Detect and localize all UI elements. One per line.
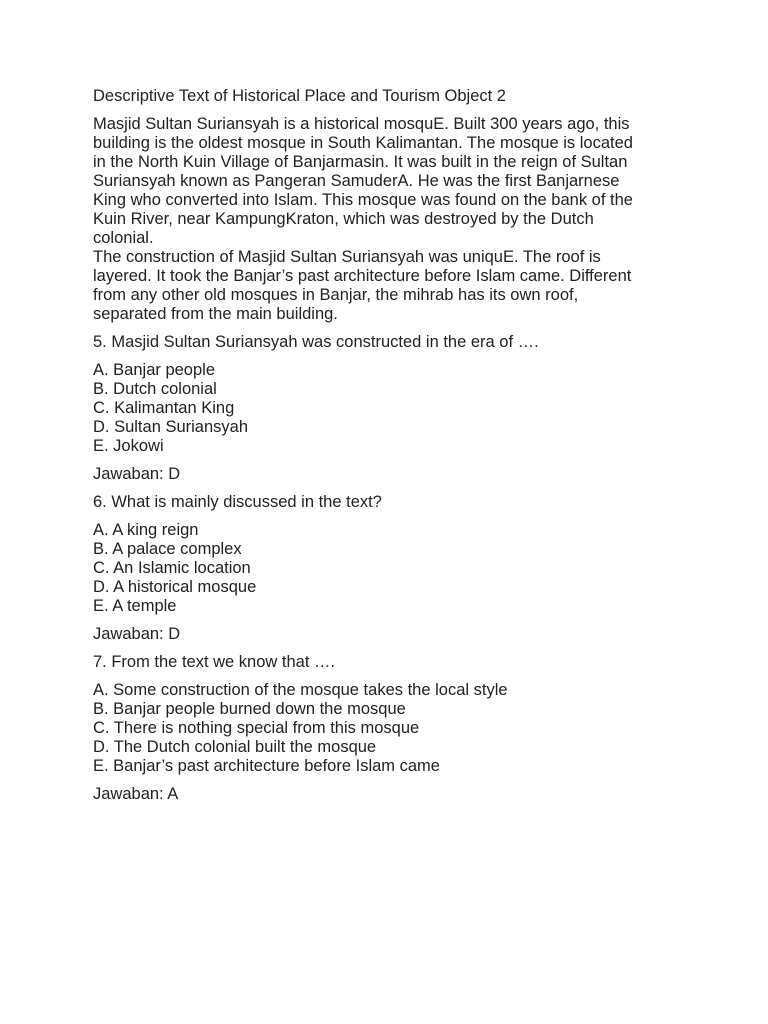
option: C. Kalimantan King <box>93 399 235 417</box>
option: A. Some construction of the mosque takes the local style <box>93 681 508 699</box>
option: D. Sultan Suriansyah <box>93 418 249 436</box>
reading-passage <box>93 115 673 324</box>
option: D. A historical mosque <box>93 578 257 596</box>
question-7-options <box>93 681 673 776</box>
passage-line: layered. It took the Banjar’s past architecture before Islam came. Different <box>93 267 632 285</box>
passage-line: The construction of Masjid Sultan Suriansyah was uniquE. The roof is <box>93 248 601 266</box>
option: B. Dutch colonial <box>93 380 217 398</box>
passage-line: King who converted into Islam. This mosque was found on the bank of the <box>93 191 633 209</box>
option: D. The Dutch colonial built the mosque <box>93 738 377 756</box>
question-5-options <box>93 361 673 456</box>
passage-line: Suriansyah known as Pangeran SamuderA. He was the first Banjarnese <box>93 172 620 190</box>
option: E. Banjar’s past architecture before Islam came <box>93 757 440 775</box>
answer-5: Jawaban: D <box>93 465 181 483</box>
document-content <box>93 87 673 813</box>
answer-6: Jawaban: D <box>93 625 181 643</box>
option: E. Jokowi <box>93 437 164 455</box>
passage-line: in the North Kuin Village of Banjarmasin. It was built in the reign of Sultan <box>93 153 628 171</box>
option: E. A temple <box>93 597 177 615</box>
option: B. Banjar people burned down the mosque <box>93 700 406 718</box>
option: A. A king reign <box>93 521 199 539</box>
passage-line: colonial. <box>93 229 154 247</box>
question-5: 5. Masjid Sultan Suriansyah was constructed in the era of …. <box>93 333 539 351</box>
option: C. There is nothing special from this mosque <box>93 719 420 737</box>
option: C. An Islamic location <box>93 559 251 577</box>
option: B. A palace complex <box>93 540 242 558</box>
answer-7: Jawaban: A <box>93 785 179 803</box>
question-7: 7. From the text we know that …. <box>93 653 336 671</box>
document-title: Descriptive Text of Historical Place and Tourism Object 2 <box>93 87 506 105</box>
passage-line: Kuin River, near KampungKraton, which was destroyed by the Dutch <box>93 210 594 228</box>
passage-line: from any other old mosques in Banjar, the mihrab has its own roof, <box>93 286 579 304</box>
option: A. Banjar people <box>93 361 216 379</box>
question-6: 6. What is mainly discussed in the text? <box>93 493 382 511</box>
passage-line: building is the oldest mosque in South Kalimantan. The mosque is located <box>93 134 633 152</box>
question-6-options <box>93 521 673 616</box>
passage-line: Masjid Sultan Suriansyah is a historical mosquE. Built 300 years ago, this <box>93 115 630 133</box>
passage-line: separated from the main building. <box>93 305 338 323</box>
